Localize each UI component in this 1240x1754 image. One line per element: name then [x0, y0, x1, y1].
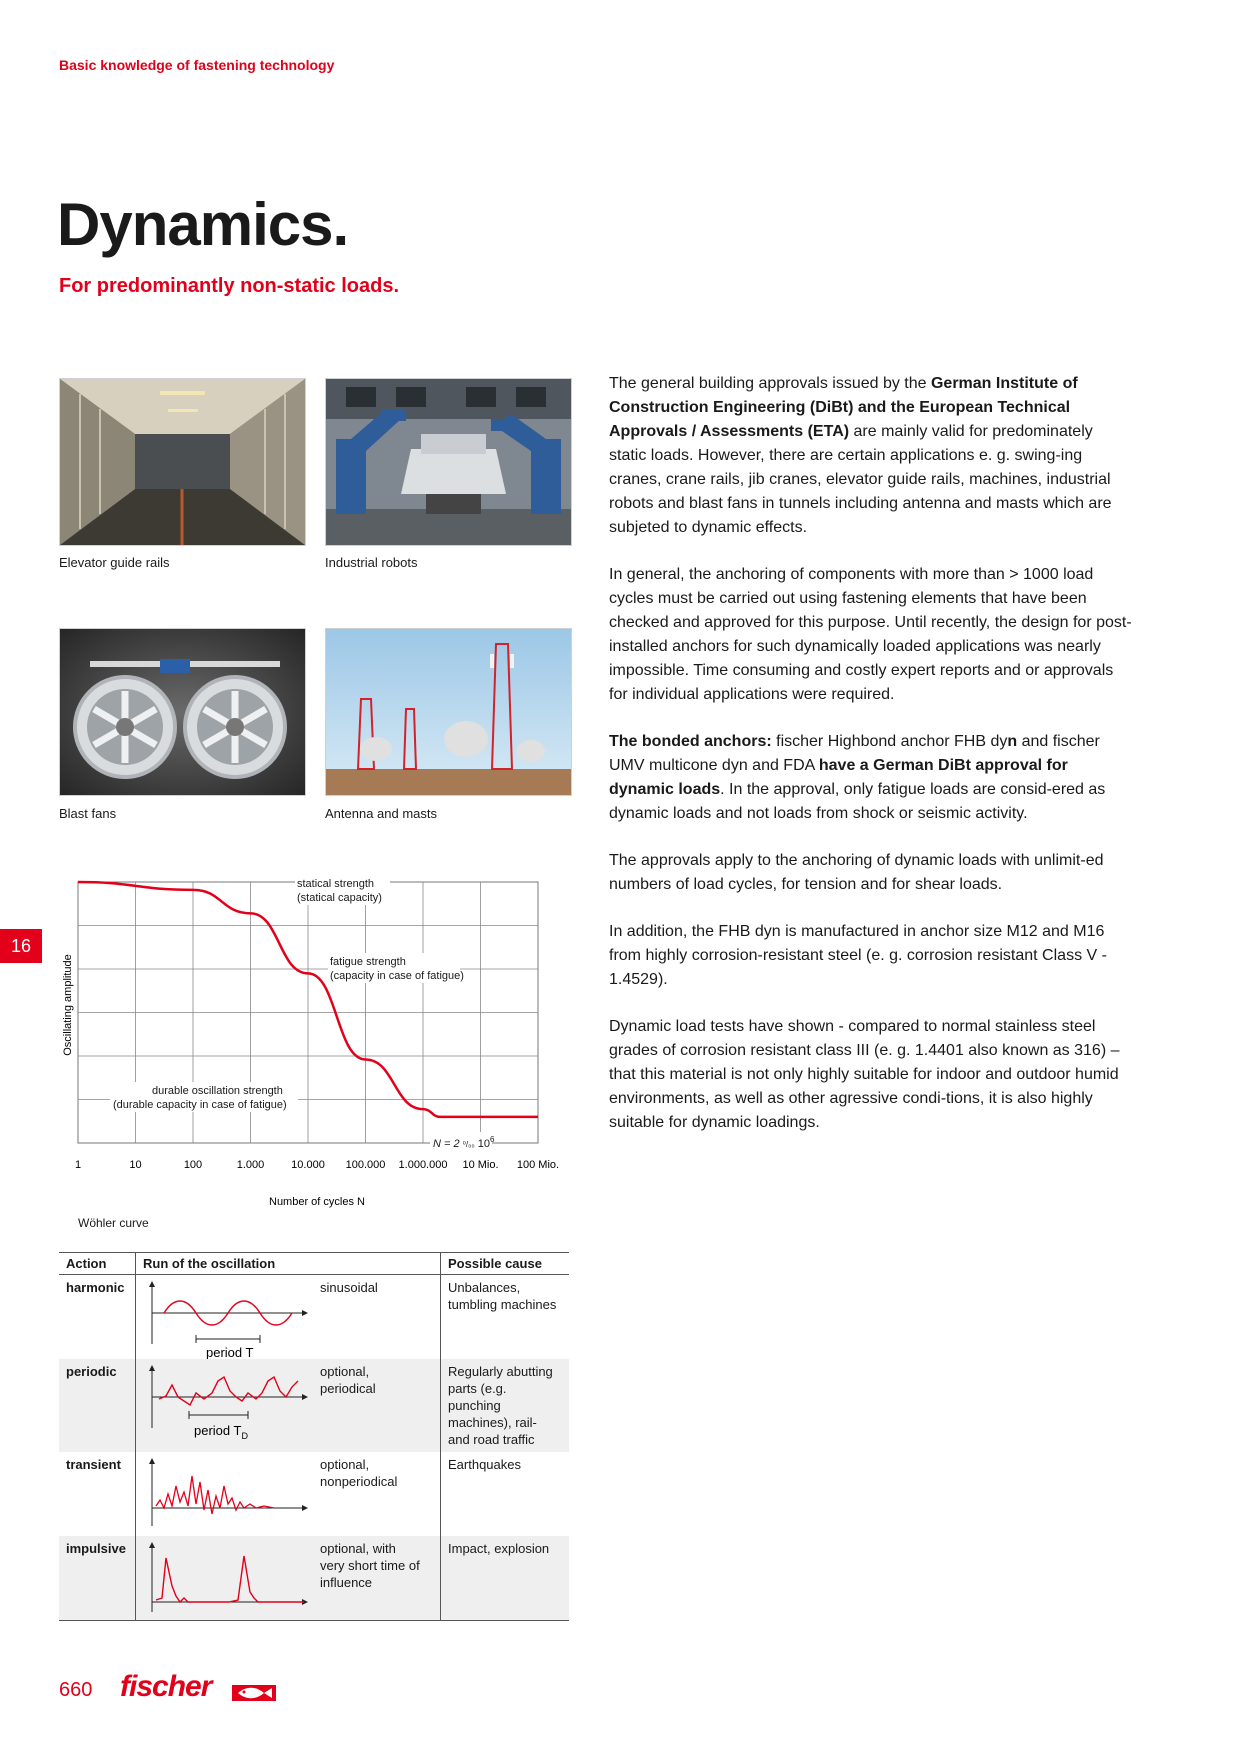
x-tick-label: 1 — [74, 1159, 82, 1171]
y-axis-label: Oscillating amplitude — [62, 954, 74, 1056]
paragraph: The approvals apply to the anchoring of dynamic loads with unlimit-ed numbers of load cycles, for tension and for shear loads. — [609, 852, 1104, 893]
wohler-chart — [50, 870, 590, 1215]
cause-cell: Unbalances, tumbling machines — [441, 1275, 570, 1360]
photo-caption: Elevator guide rails — [59, 555, 170, 570]
period-label: period T — [206, 1345, 254, 1359]
action-cell: periodic — [59, 1359, 136, 1452]
x-tick-label: 10 — [129, 1159, 142, 1171]
blast-fans-photo — [59, 628, 306, 796]
section-tab: 16 — [0, 929, 42, 963]
table-header: Action — [59, 1253, 136, 1275]
impulsive-oscillation-graph — [144, 1540, 314, 1620]
fatigue-strength-label: (capacity in case of fatigue) — [330, 970, 464, 982]
body-text — [609, 372, 1134, 1158]
x-tick-label: 100.000 — [345, 1159, 386, 1171]
page-number: 660 — [59, 1679, 93, 1701]
fischer-logo: fischer — [120, 1670, 212, 1703]
cause-cell: Regularly abutting parts (e.g. punching machines), rail- and road traffic — [441, 1359, 570, 1452]
x-tick-label: 100 — [183, 1159, 203, 1171]
paragraph: In general, the anchoring of components with more than > 1000 load cycles must be carried out using fastening elements that have been checked and approved for this purpose. Until recently, the design for post-installed anchors for such dynamically loaded applications was nearly impossible. Time consuming and costly expert reports and or approvals for individual applications were required. — [609, 566, 1132, 703]
oscillation-desc: optional, nonperiodical — [320, 1457, 398, 1489]
photo-caption: Industrial robots — [325, 555, 418, 570]
oscillation-cell — [136, 1536, 441, 1621]
x-tick-label: 1.000.000 — [398, 1159, 448, 1171]
table-row — [59, 1359, 569, 1452]
statical-strength-label: statical strength — [297, 878, 375, 890]
chart-caption: Wöhler curve — [78, 1216, 149, 1230]
action-cell: transient — [66, 1457, 121, 1472]
cause-cell: Impact, explosion — [441, 1536, 570, 1621]
industrial-robots-photo — [325, 378, 572, 546]
statical-strength-label: (statical capacity) — [297, 892, 382, 904]
page-title: Dynamics. — [57, 191, 349, 258]
fish-logo-icon — [232, 1683, 276, 1703]
oscillation-cell — [136, 1275, 441, 1360]
x-tick-label: 100 Mio. — [516, 1159, 560, 1171]
photo-caption: Antenna and masts — [325, 806, 438, 821]
x-tick-label: 10.000 — [291, 1159, 325, 1171]
oscillation-desc: optional, with very short time of influence — [320, 1541, 420, 1590]
paragraph: The general building approvals issued by the German Institute of Construction Engineering (DiBt) and the European Technical Approvals / Assessments (ETA) are mainly valid for predominately static loads. However, there are certain applications e. g. swing-ing cranes, crane rails, jib cranes, elevator guide rails, machines, industrial robots and blast fans in tunnels including antenna and masts which are subjeted to dynamic effects. — [609, 375, 1112, 536]
elevator-guide-rails-photo — [59, 378, 306, 546]
fatigue-strength-label: fatigue strength — [330, 956, 406, 968]
antenna-masts-photo — [325, 628, 572, 796]
periodic-oscillation-graph — [144, 1363, 314, 1443]
breadcrumb: Basic knowledge of fastening technology — [59, 57, 335, 73]
photo-caption: Blast fans — [59, 806, 117, 821]
harmonic-oscillation-graph — [144, 1279, 314, 1359]
action-cell: harmonic — [66, 1280, 125, 1295]
x-tick-label: 10 Mio. — [462, 1159, 499, 1171]
paragraph: Dynamic load tests have shown - compared to normal stainless steel grades of corrosion resistant class III (e. g. 1.4401 also known as 316) – that this material is not only highly suitable for indoor and outdoor humid environments, as well as other agressive condi-tions, it is also highly suitable for dynamic loadings. — [609, 1018, 1120, 1131]
table-row — [59, 1452, 569, 1536]
oscillation-desc: optional, periodical — [320, 1364, 376, 1396]
period-label: period $T_D$ — [194, 1423, 248, 1441]
oscillation-table — [59, 1252, 569, 1621]
page-subtitle: For predominantly non-static loads. — [59, 275, 400, 297]
oscillation-desc: sinusoidal — [320, 1280, 378, 1295]
oscillation-cell — [136, 1452, 441, 1536]
action-cell: impulsive — [59, 1536, 136, 1621]
transient-oscillation-graph — [144, 1456, 314, 1536]
n-limit-label: N = 2 ⁰/₀₀ $10^6$ — [433, 1135, 495, 1150]
table-header-row — [59, 1253, 569, 1275]
x-tick-label: 1.000 — [236, 1159, 265, 1171]
cause-cell: Earthquakes — [441, 1452, 570, 1536]
durable-strength-label: (durable capacity in case of fatigue) — [113, 1099, 287, 1111]
durable-strength-label: durable oscillation strength — [152, 1085, 283, 1097]
oscillation-cell — [136, 1359, 441, 1452]
table-header: Run of the oscillation — [136, 1253, 441, 1275]
paragraph: The bonded anchors: fischer Highbond anchor FHB dyn and fischer UMV multicone dyn and FDA have a German DiBt approval for dynamic loads. In the approval, only fatigue loads are consid-ered as dynamic loads and not loads from shock or seismic activity. — [609, 733, 1106, 822]
table-row — [59, 1536, 569, 1621]
x-axis-label: Number of cycles N — [269, 1196, 365, 1208]
table-header: Possible cause — [441, 1253, 570, 1275]
table-row — [59, 1275, 569, 1360]
paragraph: In addition, the FHB dyn is manufactured in anchor size M12 and M16 from highly corrosion-resistant steel (e. g. corrosion resistant Class V - 1.4529). — [609, 923, 1107, 988]
